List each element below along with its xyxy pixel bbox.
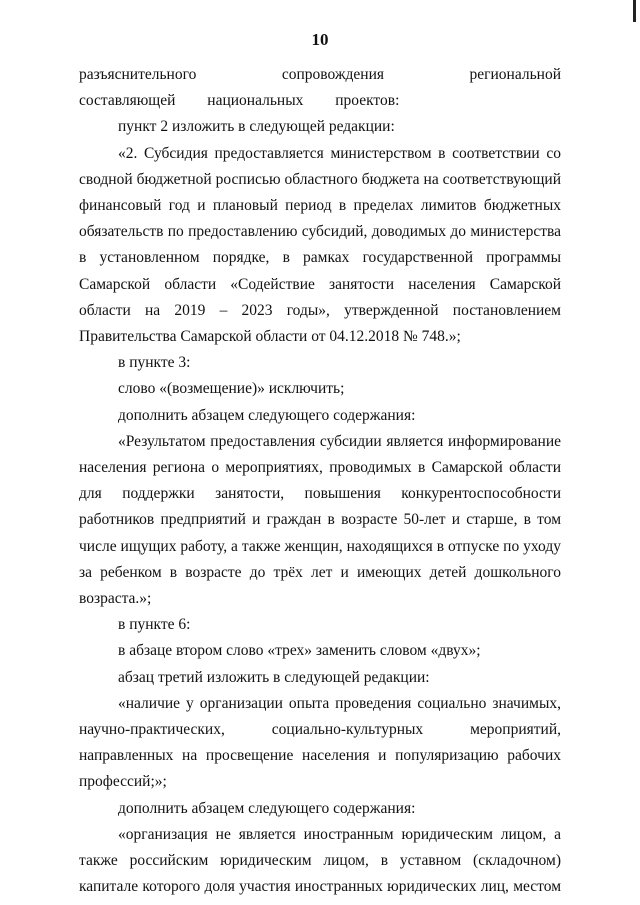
scan-edge-mark bbox=[633, 0, 636, 22]
paragraph-remove-word: слово «(возмещение)» исключить; bbox=[118, 380, 345, 398]
paragraph-organization-experience: «наличие у организации опыта проведения социально значимых, научно-практических, социально-культурных мероприятий, направленных на просвещение населения и популяризацию рабочих профессий;»; bbox=[79, 694, 561, 791]
document-body bbox=[79, 62, 561, 901]
paragraph-national-projects: разъяснительного сопровождения региональной составляющей национальных проектов: bbox=[79, 66, 561, 110]
paragraph-point-3-heading: в пункте 3: bbox=[118, 354, 191, 372]
paragraph-replace-word: в абзаце втором слово «трех» заменить словом «двух»; bbox=[118, 642, 481, 660]
page-number: 10 bbox=[311, 30, 329, 49]
paragraph-third-clause-heading: абзац третий изложить в следующей редакции: bbox=[118, 668, 430, 686]
paragraph-subsidy-result: «Результатом предоставления субсидии является информирование населения региона о мероприятиях, проводимых в Самарской области для поддержки занятости, повышения конкурентоспособности работников предприятий и граждан в возрасте 50-лет и старше, в том числе ищущих работу, а также женщин, находящихся в отпуске по уходу за ребенком в возрасте до трёх лет и имеющих детей дошкольного возраста.»; bbox=[79, 432, 561, 608]
paragraph-point-6-heading: в пункте 6: bbox=[118, 616, 191, 634]
paragraph-point-2-heading: пункт 2 изложить в следующей редакции: bbox=[118, 118, 395, 136]
paragraph-add-clause-1: дополнить абзацем следующего содержания: bbox=[118, 406, 416, 424]
paragraph-subsidy-provision: «2. Субсидия предоставляется министерством в соответствии со сводной бюджетной росписью областного бюджета на соответствующий финансовый год и плановый период в пределах лимитов бюджетных обязательств по предоставлению субсидий, доводимых до министерства в установленном порядке, в рамках государственной программы Самарской области «Содействие занятости населения Самарской области на 2019 – 2023 годы», утвержденной постановлением Правительства Самарской области от 04.12.2018 № 748.»; bbox=[79, 144, 561, 346]
paragraph-add-clause-2: дополнить абзацем следующего содержания: bbox=[118, 799, 416, 817]
paragraph-foreign-entity: «организация не является иностранным юридическим лицом, а также российским юридическим лицом, в уставном (складочном) капитале которого доля участия иностранных юридических лиц, местом bbox=[79, 825, 561, 896]
